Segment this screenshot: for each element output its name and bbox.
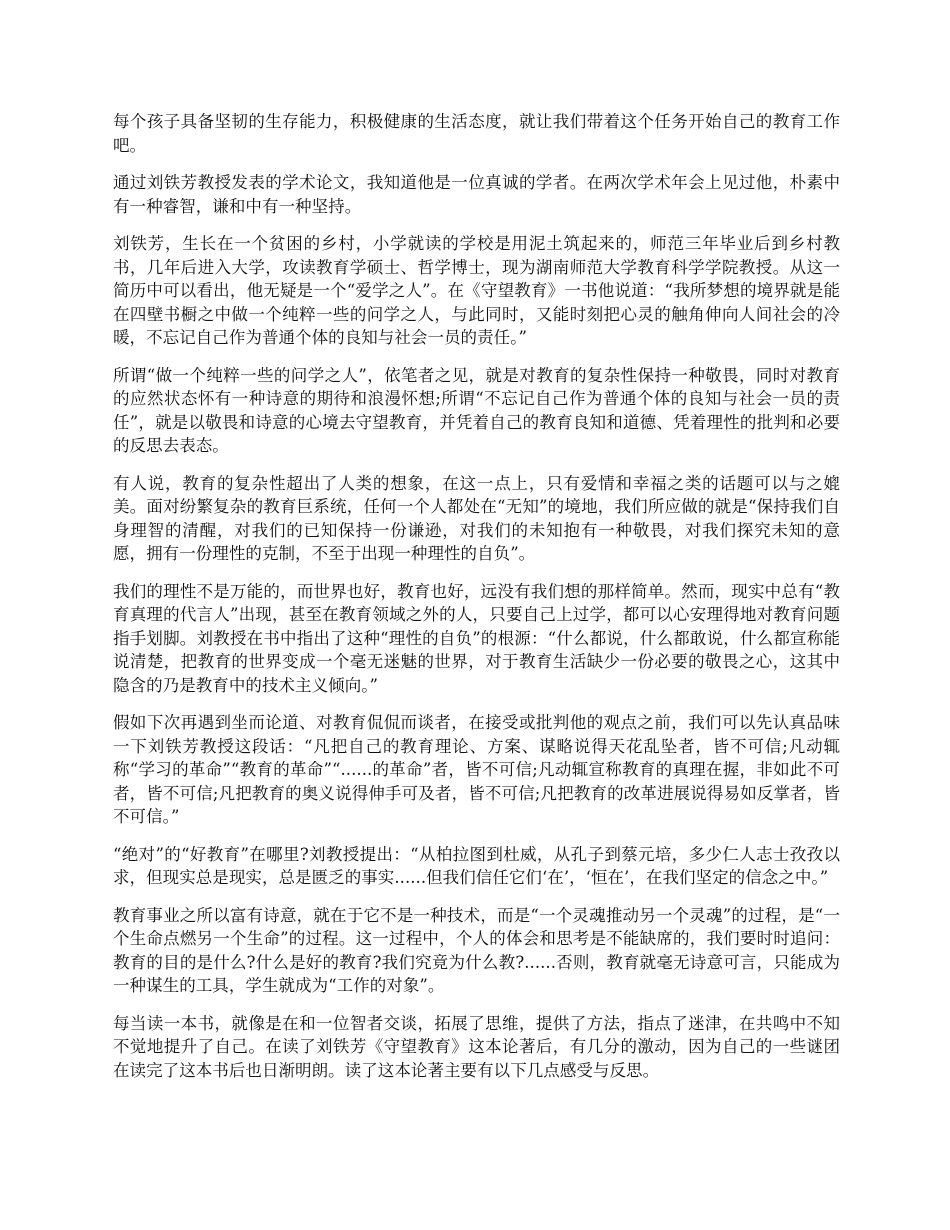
paragraph-10: 每当读一本书，就像是在和一位智者交谈，拓展了思维，提供了方法，指点了迷津，在共鸣中不知不觉地提升了自己。在读了刘铁芳《守望教育》这本论著后，有几分的激动，因为自己的一些谜团在读完了这本书后也日渐明朗。读了这本论著主要有以下几点感受与反思。 xyxy=(113,1013,840,1080)
paragraph-7: 假如下次再遇到坐而论道、对教育侃侃而谈者，在接受或批判他的观点之前，我们可以先认真品味一下刘铁芳教授这段话：“凡把自己的教育理论、方案、谋略说得天花乱坠者，皆不可信;凡动辄称“学习的革命”“教育的革命”“......的革命”者，皆不可信;凡动辄宣称教育的真理在握，非如此不可者，皆不可信;凡把教育的奥义说得伸手可及者，皆不可信;凡把教育的改革进展说得易如反掌者，皆不可信。” xyxy=(113,713,840,826)
paragraph-6: 我们的理性不是万能的，而世界也好，教育也好，远没有我们想的那样简单。然而，现实中总有“教育真理的代言人”出现，甚至在教育领域之外的人，只要自己上过学，都可以心安理得地对教育问题指手划脚。刘教授在书中指出了这种“理性的自负”的根源：“什么都说，什么都敢说，什么都宣称能说清楚，把教育的世界变成一个毫无迷魅的世界，对于教育生活缺少一份必要的敬畏之心，这其中隐含的乃是教育中的技术主义倾向。” xyxy=(113,581,840,695)
paragraph-8: “绝对”的“好教育”在哪里?刘教授提出：“从柏拉图到杜威，从孔子到蔡元培，多少仁人志士孜孜以求，但现实总是现实，总是匮乏的事实......但我们信任它们‘在’，‘恒在’，在我们坚定的信念之中。” xyxy=(113,844,840,887)
paragraph-2: 通过刘铁芳教授发表的学术论文，我知道他是一位真诚的学者。在两次学术年会上见过他，朴素中有一种睿智，谦和中有一种坚持。 xyxy=(113,173,840,216)
paragraph-3: 刘铁芳，生长在一个贫困的乡村，小学就读的学校是用泥土筑起来的，师范三年毕业后到乡村教书，几年后进入大学，攻读教育学硕士、哲学博士，现为湖南师范大学教育科学学院教授。从这一简历中可以看出，他无疑是一个“爱学之人”。在《守望教育》一书他说道：“我所梦想的境界就是能在四壁书橱之中做一个纯粹一些的问学之人，与此同时，又能时刻把心灵的触角伸向人间社会的冷暖，不忘记自己作为普通个体的良知与社会一员的责任。” xyxy=(113,234,840,347)
paragraph-9: 教育事业之所以富有诗意，就在于它不是一种技术，而是“一个灵魂推动另一个灵魂”的过程，是“一个生命点燃另一个生命”的过程。这一过程中，个人的体会和思考是不能缺席的，我们要时时追问：教育的目的是什么?什么是好的教育?我们究竟为什么教?......否则，教育就毫无诗意可言，只能成为一种谋生的工具，学生就成为“工作的对象”。 xyxy=(113,905,840,995)
paragraph-5: 有人说，教育的复杂性超出了人类的想象，在这一点上，只有爱情和幸福之类的话题可以与之媲美。面对纷繁复杂的教育巨系统，任何一个人都处在“无知”的境地，我们所应做的就是“保持我们自身理智的清醒，对我们的已知保持一份谦逊，对我们的未知抱有一种敬畏，对我们探究未知的意愿，拥有一份理性的克制，不至于出现一种理性的自负”。 xyxy=(113,473,840,563)
paragraph-1: 每个孩子具备坚韧的生存能力，积极健康的生活态度，就让我们带着这个任务开始自己的教育工作吧。 xyxy=(113,112,840,155)
paragraph-4: 所谓“做一个纯粹一些的问学之人”，依笔者之见，就是对教育的复杂性保持一种敬畏，同时对教育的应然状态怀有一种诗意的期待和浪漫怀想;所谓“不忘记自己作为普通个体的良知与社会一员的责任”，就是以敬畏和诗意的心境去守望教育，并凭着自己的教育良知和道德、凭着理性的批判和必要的反思去表态。 xyxy=(113,365,840,455)
document-body xyxy=(113,110,840,1096)
